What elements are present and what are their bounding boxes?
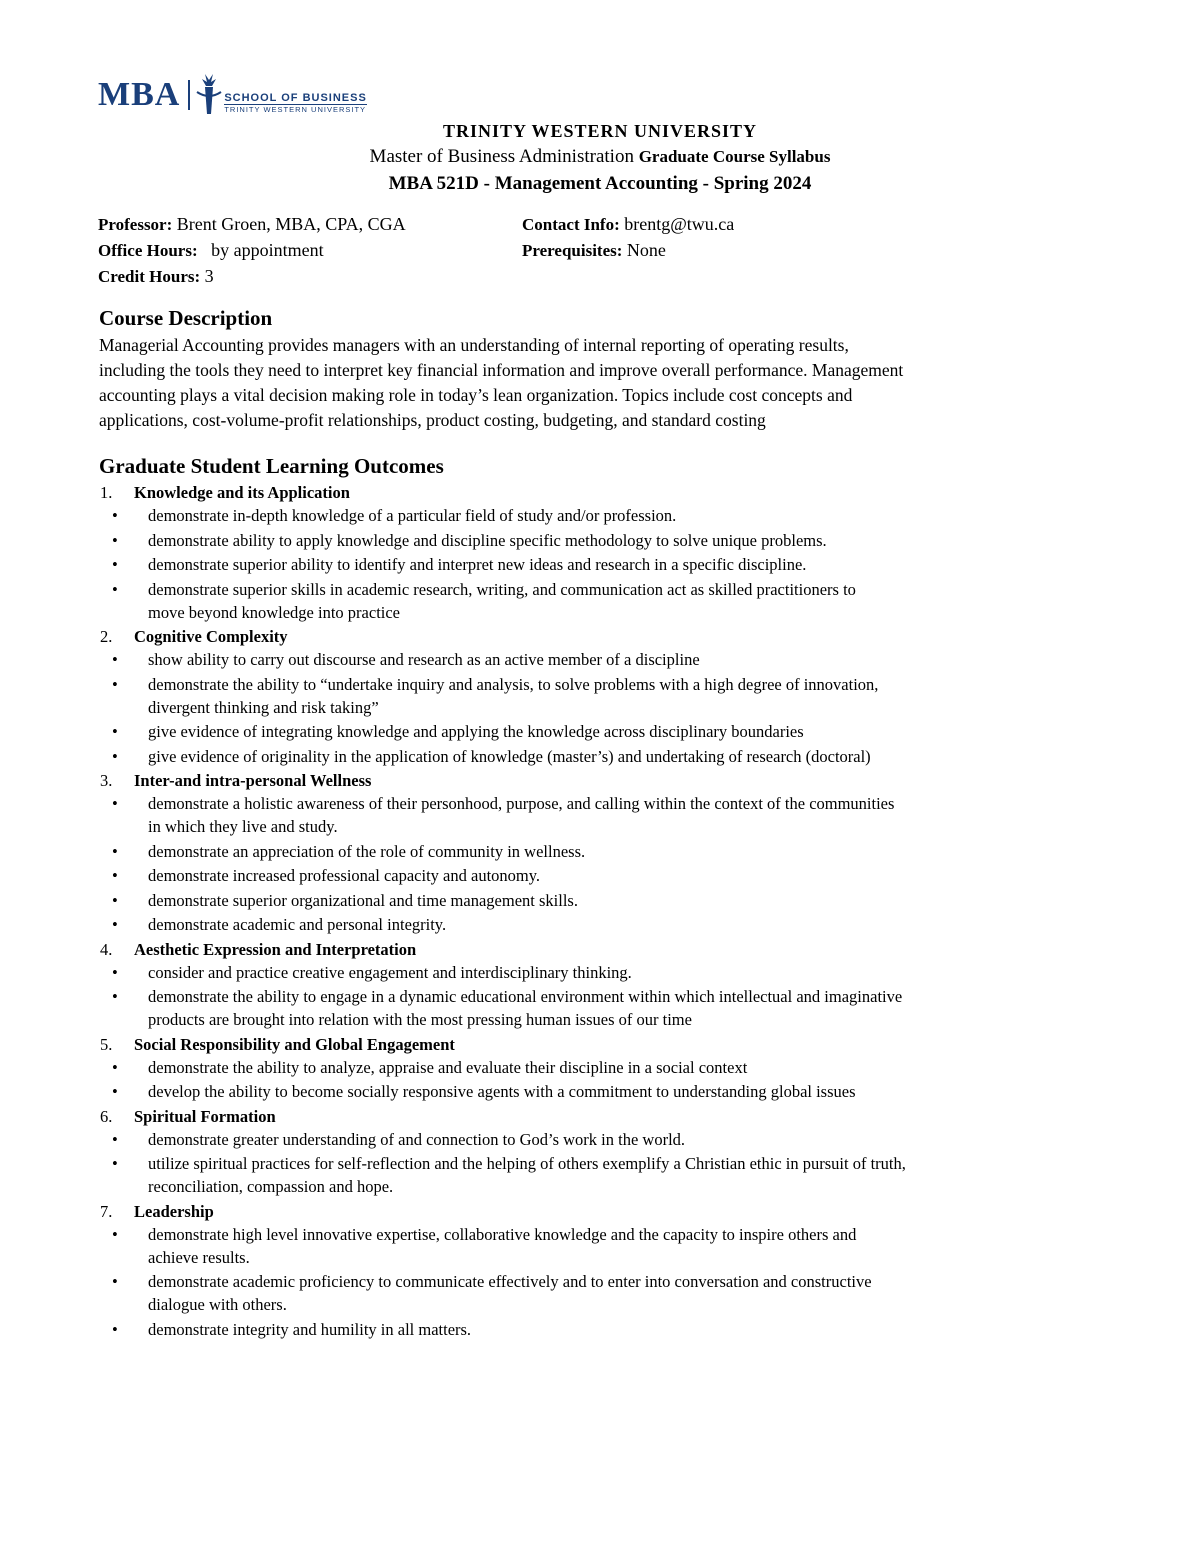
- outcome-bullet-text: demonstrate increased professional capacity and autonomy.: [148, 866, 541, 885]
- outcome-group-number: 5.: [100, 1034, 113, 1054]
- outcome-bullet-item: [98, 1152, 1098, 1198]
- outcome-bullet-item: [98, 889, 1098, 912]
- bullet-icon: •: [112, 674, 118, 694]
- outcome-bullet-text: demonstrate ability to apply knowledge and discipline specific methodology to solve unique problems.: [148, 530, 827, 550]
- outcome-bullet-text: demonstrate integrity and humility in all matters.: [148, 1319, 472, 1339]
- outcome-bullet-item: [98, 1270, 1098, 1316]
- outcome-group-title: [98, 1200, 1098, 1223]
- outcome-group-title: [98, 625, 1098, 648]
- outcome-bullet-text: demonstrate the ability to “undertake inquiry and analysis, to solve problems with a high degree of innovation,: [148, 674, 879, 694]
- logo-divider: [188, 80, 190, 110]
- outcome-bullet-text: demonstrate high level innovative expertise, collaborative knowledge and the capacity to inspire others and: [148, 1224, 857, 1244]
- contact-line: [522, 214, 734, 235]
- bullet-icon: •: [112, 650, 118, 669]
- outcome-bullet-item: [98, 1080, 1098, 1103]
- outcome-bullet-text: achieve results.: [148, 1247, 250, 1267]
- learning-outcomes-heading: Graduate Student Learning Outcomes: [99, 454, 444, 478]
- bullet-icon: •: [112, 1319, 118, 1339]
- description-line: including the tools they need to interpret key financial information and improve overall performance. Management: [99, 360, 904, 380]
- prerequisites-label: Prerequisites:: [522, 241, 623, 260]
- course-description-body: [99, 333, 1099, 433]
- outcome-bullet-text: consider and practice creative engagement and interdisciplinary thinking.: [148, 962, 632, 982]
- torch-icon: [196, 72, 222, 118]
- outcome-bullet-text: in which they live and study.: [148, 817, 338, 836]
- outcome-bullet-text: demonstrate greater understanding of and connection to God’s work in the world.: [148, 1129, 686, 1149]
- outcome-bullet-text: demonstrate superior organizational and time management skills.: [148, 890, 578, 910]
- outcome-group: [98, 625, 1098, 768]
- outcome-bullet-text: divergent thinking and risk taking”: [148, 697, 379, 717]
- outcome-bullet-item: [98, 864, 1098, 887]
- bullet-icon: •: [112, 555, 118, 574]
- outcome-bullet-item: [98, 504, 1098, 527]
- outcome-group-title-text: Aesthetic Expression and Interpretation: [134, 939, 417, 959]
- outcome-bullet-item: [98, 985, 1098, 1031]
- outcome-bullet-text: demonstrate a holistic awareness of their personhood, purpose, and calling within the context of the communities: [148, 794, 895, 813]
- bullet-icon: •: [112, 866, 118, 885]
- description-line: accounting plays a vital decision making role in today’s lean organization. Topics include cost concepts and: [99, 385, 853, 405]
- outcome-bullet-item: [98, 840, 1098, 863]
- outcome-group-title: [98, 1105, 1098, 1128]
- outcome-group-number: 6.: [100, 1106, 113, 1126]
- outcome-group-number: 3.: [100, 771, 113, 790]
- logo-school-line1: SCHOOL OF BUSINESS: [224, 92, 367, 104]
- program-line: [0, 146, 1200, 168]
- outcome-bullet-item: [98, 745, 1098, 768]
- outcome-group: [98, 1033, 1098, 1104]
- outcome-bullet-text: develop the ability to become socially responsive agents with a commitment to understanding global issues: [148, 1082, 856, 1101]
- bullet-icon: •: [112, 841, 118, 861]
- course-title: MBA 521D - Management Accounting - Spring 2024: [388, 173, 812, 194]
- contact-email[interactable]: brentg@twu.ca: [624, 214, 735, 234]
- outcome-bullet-item: [98, 1128, 1098, 1151]
- outcome-group-title-text: Cognitive Complexity: [134, 627, 288, 646]
- bullet-icon: •: [112, 506, 118, 525]
- office-hours-value: by appointment: [211, 240, 324, 260]
- outcome-group: [98, 481, 1098, 624]
- outcome-group-number: 1.: [100, 483, 113, 502]
- credit-hours-label: Credit Hours:: [98, 267, 201, 286]
- professor-label: Professor:: [98, 215, 173, 234]
- logo-mba-text: MBA: [98, 76, 181, 113]
- outcome-group-number: 4.: [100, 939, 113, 959]
- outcome-group: [98, 938, 1098, 1032]
- description-line: Managerial Accounting provides managers with an understanding of internal reporting of operating results,: [99, 335, 849, 355]
- bullet-icon: •: [112, 1224, 118, 1244]
- office-hours-line: [98, 240, 324, 261]
- outcome-bullet-text: demonstrate academic and personal integrity.: [148, 915, 447, 934]
- outcome-group-title-text: Inter-and intra-personal Wellness: [134, 771, 372, 790]
- office-hours-label: Office Hours:: [98, 241, 198, 260]
- bullet-icon: •: [112, 1082, 118, 1101]
- prerequisites-line: [522, 240, 666, 261]
- outcome-bullet-item: [98, 720, 1098, 743]
- professor-value: Brent Groen, MBA, CPA, CGA: [176, 214, 406, 234]
- mba-school-of-business-logo: [98, 70, 367, 120]
- outcome-bullet-item: [98, 648, 1098, 671]
- outcome-group-title-text: Spiritual Formation: [134, 1106, 276, 1126]
- bullet-icon: •: [112, 987, 118, 1006]
- course-description-heading: Course Description: [99, 306, 273, 330]
- outcome-bullet-text: give evidence of originality in the application of knowledge (master’s) and undertaking of research (doctoral): [148, 746, 871, 766]
- outcome-group-number: 7.: [100, 1201, 113, 1221]
- outcome-bullet-text: demonstrate an appreciation of the role of community in wellness.: [148, 841, 586, 861]
- outcome-bullet-text: dialogue with others.: [148, 1295, 287, 1314]
- outcome-group-title: [98, 481, 1098, 504]
- logo-school-line2: TRINITY WESTERN UNIVERSITY: [224, 105, 367, 114]
- outcome-bullet-text: reconciliation, compassion and hope.: [148, 1177, 394, 1196]
- outcome-bullet-text: move beyond knowledge into practice: [148, 602, 401, 622]
- outcome-bullet-text: show ability to carry out discourse and research as an active member of a discipline: [148, 650, 700, 669]
- outcome-bullet-item: [98, 578, 1098, 624]
- outcome-group-title: [98, 938, 1098, 961]
- logo-school-text: [224, 92, 366, 114]
- outcome-group-title-text: Leadership: [134, 1201, 214, 1221]
- university-name: TRINITY WESTERN UNIVERSITY: [442, 121, 758, 141]
- outcome-bullet-item: [98, 1223, 1098, 1269]
- outcome-bullet-text: demonstrate the ability to engage in a dynamic educational environment within which intellectual and imaginative: [148, 987, 903, 1006]
- outcome-bullet-text: utilize spiritual practices for self-reflection and the helping of others exemplify a Christian ethic in pursuit of truth,: [148, 1154, 906, 1173]
- bullet-icon: •: [112, 1272, 118, 1291]
- description-line: applications, cost-volume-profit relationships, product costing, budgeting, and standard costing: [99, 410, 766, 430]
- bullet-icon: •: [112, 579, 118, 599]
- credit-hours-value: 3: [204, 266, 214, 286]
- bullet-icon: •: [112, 794, 118, 813]
- outcome-bullet-text: products are brought into relation with the most pressing human issues of our time: [148, 1010, 692, 1029]
- outcome-group-number: 2.: [100, 627, 113, 646]
- outcome-bullet-text: demonstrate academic proficiency to communicate effectively and to enter into conversation and constructive: [148, 1272, 872, 1291]
- bullet-icon: •: [112, 890, 118, 910]
- bullet-icon: •: [112, 530, 118, 550]
- outcome-group-title: [98, 1033, 1098, 1056]
- outcome-bullet-text: demonstrate in-depth knowledge of a particular field of study and/or profession.: [148, 506, 677, 525]
- outcome-group: [98, 769, 1098, 936]
- outcome-bullet-item: [98, 673, 1098, 719]
- outcome-bullet-text: demonstrate superior skills in academic research, writing, and communication act as skilled practitioners to: [148, 579, 856, 599]
- program-name: Master of Business Administration: [369, 146, 634, 167]
- outcome-bullet-item: [98, 529, 1098, 552]
- bullet-icon: •: [112, 962, 118, 982]
- outcome-bullet-item: [98, 553, 1098, 576]
- bullet-icon: •: [112, 746, 118, 766]
- outcome-group-title-text: Knowledge and its Application: [134, 483, 350, 502]
- learning-outcomes-list: [98, 481, 1098, 1342]
- bullet-icon: •: [112, 1057, 118, 1077]
- outcome-bullet-item: [98, 1318, 1098, 1341]
- outcome-group-title: [98, 769, 1098, 792]
- outcome-group: [98, 1105, 1098, 1199]
- bullet-icon: •: [112, 722, 118, 741]
- outcome-bullet-item: [98, 1056, 1098, 1079]
- bullet-icon: •: [112, 1129, 118, 1149]
- outcome-group: [98, 1200, 1098, 1341]
- prerequisites-value: None: [626, 240, 666, 260]
- contact-label: Contact Info:: [522, 215, 620, 234]
- outcome-bullet-item: [98, 792, 1098, 838]
- syllabus-label: Graduate Course Syllabus: [638, 147, 831, 166]
- outcome-group-title-text: Social Responsibility and Global Engagement: [134, 1034, 455, 1054]
- outcome-bullet-item: [98, 913, 1098, 936]
- outcome-bullet-item: [98, 961, 1098, 984]
- bullet-icon: •: [112, 1154, 118, 1173]
- credit-hours-line: [98, 266, 214, 287]
- professor-line: [98, 214, 406, 235]
- outcome-bullet-text: give evidence of integrating knowledge and applying the knowledge across disciplinary boundaries: [148, 722, 804, 741]
- outcome-bullet-text: demonstrate the ability to analyze, appraise and evaluate their discipline in a social context: [148, 1057, 748, 1077]
- outcome-bullet-text: demonstrate superior ability to identify and interpret new ideas and research in a specific discipline.: [148, 555, 807, 574]
- bullet-icon: •: [112, 915, 118, 934]
